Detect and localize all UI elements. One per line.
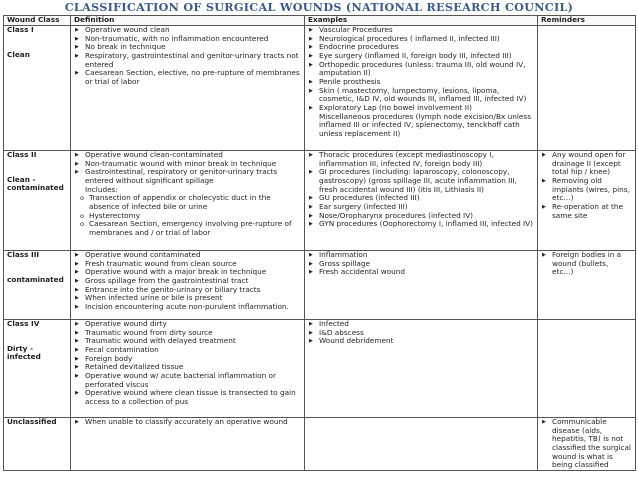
list-item: ▶ Operative wound clean-contaminated xyxy=(74,151,301,160)
list-item: ▶ Endocrine procedures xyxy=(308,43,534,52)
class-label: Class III xyxy=(7,250,40,259)
list-item: ▶ Operative wound w/ acute bacterial inflammation or perforated viscus xyxy=(74,372,301,389)
wound-class-cell xyxy=(4,418,71,471)
list-item: ▶ Eye surgery (inflamed II, foreign body III, infected III) xyxy=(308,52,534,61)
list-item: ▶ Operative wound contaminated xyxy=(74,251,301,260)
list-item: ▶ Gastrointestinal, respiratory or genitor-urinary tracts entered without significant spillage xyxy=(74,168,301,185)
list-item: ▶ GI procedures (including: laparoscopy, colonoscopy, gastroscopy) (gross spillage III, acute inflammation III, fresh accidental wound III) (itis III, Lithiasis II) xyxy=(308,168,534,194)
header-examples: Examples xyxy=(305,16,538,26)
list-item: ▶ Orthopedic procedures (unless: trauma III, old wound IV, amputation II) xyxy=(308,61,534,78)
list-item: ▶ Non-traumatic, with no inflammation encountered xyxy=(74,35,301,44)
list-item: ▶ Penile prosthesis xyxy=(308,78,534,87)
list-item: ▶ No break in technique xyxy=(74,43,301,52)
list-item: o Hysterectomy xyxy=(80,212,301,221)
header-wound-class: Wound Class xyxy=(4,16,71,26)
class-label: Class IV xyxy=(7,319,40,328)
list-item: ▶ Operative wound with a major break in technique xyxy=(74,268,301,277)
examples-cell xyxy=(305,320,538,418)
list-item: ▶ When infected urine or bile is present xyxy=(74,294,301,303)
class-subtitle: Dirty - infected xyxy=(7,343,41,362)
examples-cell xyxy=(305,251,538,320)
list-item: ▶ Re-operation at the same site xyxy=(541,203,632,220)
examples-cell xyxy=(305,418,538,471)
definition-cell xyxy=(71,251,305,320)
examples-cell xyxy=(305,151,538,251)
reminders-cell xyxy=(538,418,636,471)
list-item: ▶ Foreign bodies in a wound (bullets, etc…) xyxy=(541,251,632,277)
definition-cell xyxy=(71,320,305,418)
list-item: ▶ Removing old implants (wires, pins, etc…) xyxy=(541,177,632,203)
list-item: ▶ Traumatic wound with delayed treatment xyxy=(74,337,301,346)
list-item: ▶ Operative wound dirty xyxy=(74,320,301,329)
list-item: ▶ Operative wound clean xyxy=(74,26,301,35)
list-item: ▶ Incision encountering acute non-purulent inflammation. xyxy=(74,303,301,312)
list-item: ▶ Nose/Oropharynx procedures (infected IV) xyxy=(308,212,534,221)
class-subtitle: Clean xyxy=(7,49,30,59)
page-title: CLASSIFICATION OF SURGICAL WOUNDS (NATIONAL RESEARCH COUNCIL) xyxy=(64,0,574,14)
table-row xyxy=(4,320,636,418)
table-row xyxy=(4,418,636,471)
list-item: ▶ I&D abscess xyxy=(308,329,534,338)
list-item: ▶ Vascular Procedures xyxy=(308,26,534,35)
reminders-cell xyxy=(538,320,636,418)
examples-cell xyxy=(305,26,538,151)
list-item: ▶ Gross spillage from the gastrointestinal tract xyxy=(74,277,301,286)
list-item: ▶ Thoracic procedures (except mediastinoscopy I, inflammation III, infected IV, foreign body III) xyxy=(308,151,534,168)
class-subtitle: contaminated xyxy=(7,274,64,284)
list-item: ▶ Entrance into the genito-urinary or biliary tracts xyxy=(74,286,301,295)
list-item: ▶ Communicable disease (aids, hepatitis, TB) is not classified the surgical wound is what is being classified xyxy=(541,418,632,470)
list-item: ▶ GYN procedures (Oophorectomy I, inflamed III, infected IV) xyxy=(308,220,534,229)
list-item: ▶ Exploratory Lap (no bowel involvement II) xyxy=(308,104,534,113)
list-item: ▶ Neurological procedures ( inflamed II, infected III) xyxy=(308,35,534,44)
class-label: Class I xyxy=(7,25,34,34)
header-row xyxy=(4,16,636,26)
examples-note: Miscellaneous procedures (lymph node excision/Bx unless inflamed III or infected IV, splenectomy, tenckhoff cath unless replacement II) xyxy=(319,111,532,138)
wound-class-cell xyxy=(4,26,71,151)
table-row xyxy=(4,151,636,251)
class-subtitle: Clean - contaminated xyxy=(7,174,64,193)
list-item: ▶ Foreign body xyxy=(74,355,301,364)
list-item: ▶ Retained devitalized tissue xyxy=(74,363,301,372)
list-item: ▶ Any wound open for drainage II (except total hip / knee) xyxy=(541,151,632,177)
list-item: ▶ Fecal contamination xyxy=(74,346,301,355)
list-item: ▶ Non-traumatic wound with minor break in technique xyxy=(74,160,301,169)
wound-class-cell xyxy=(4,320,71,418)
list-item: ▶ Caesarean Section, elective, no pre-rupture of membranes or trial of labor xyxy=(74,69,301,86)
list-item: ▶ Respiratory, gastrointestinal and genitor-urinary tracts not entered xyxy=(74,52,301,69)
list-item: ▶ Fresh accidental wound xyxy=(308,268,534,277)
definition-cell xyxy=(71,151,305,251)
classification-table xyxy=(3,15,636,471)
list-item: o Caesarean Section, emergency involving pre-rupture of membranes and / or trial of labor xyxy=(80,220,301,237)
header-definition: Definition xyxy=(71,16,305,26)
list-item: ▶ Wound debridement xyxy=(308,337,534,346)
definition-cell xyxy=(71,26,305,151)
list-item: ▶ Gross spillage xyxy=(308,260,534,269)
list-item: ▶ Operative wound where clean tissue is transected to gain access to a collection of pus xyxy=(74,389,301,406)
list-item: ▶ Ear surgery (infected III) xyxy=(308,203,534,212)
list-item: ▶ Fresh traumatic wound from clean source xyxy=(74,260,301,269)
wound-class-cell xyxy=(4,151,71,251)
table-row xyxy=(4,26,636,151)
class-label: Unclassified xyxy=(7,417,57,426)
definition-cell xyxy=(71,418,305,471)
list-item: ▶ When unable to classify accurately an operative wound xyxy=(74,418,301,427)
wound-class-cell xyxy=(4,251,71,320)
list-item: ▶ Inflammation xyxy=(308,251,534,260)
list-item: o Transection of appendix or cholecystic duct in the absence of infected bile or urine xyxy=(80,194,301,211)
list-item: ▶ Infected xyxy=(308,320,534,329)
reminders-cell xyxy=(538,26,636,151)
list-item: ▶ Traumatic wound from dirty source xyxy=(74,329,301,338)
list-item: ▶ Skin ( mastectomy, lumpectomy, lesions, lipoma, cosmetic, I&D IV, old wounds III, inflamed III, infected IV) xyxy=(308,87,534,104)
reminders-cell xyxy=(538,151,636,251)
includes-label: Includes: xyxy=(85,184,118,194)
table-row xyxy=(4,251,636,320)
header-reminders: Reminders xyxy=(538,16,636,26)
reminders-cell xyxy=(538,251,636,320)
class-label: Class II xyxy=(7,150,37,159)
list-item: ▶ GU procedures (infected III) xyxy=(308,194,534,203)
